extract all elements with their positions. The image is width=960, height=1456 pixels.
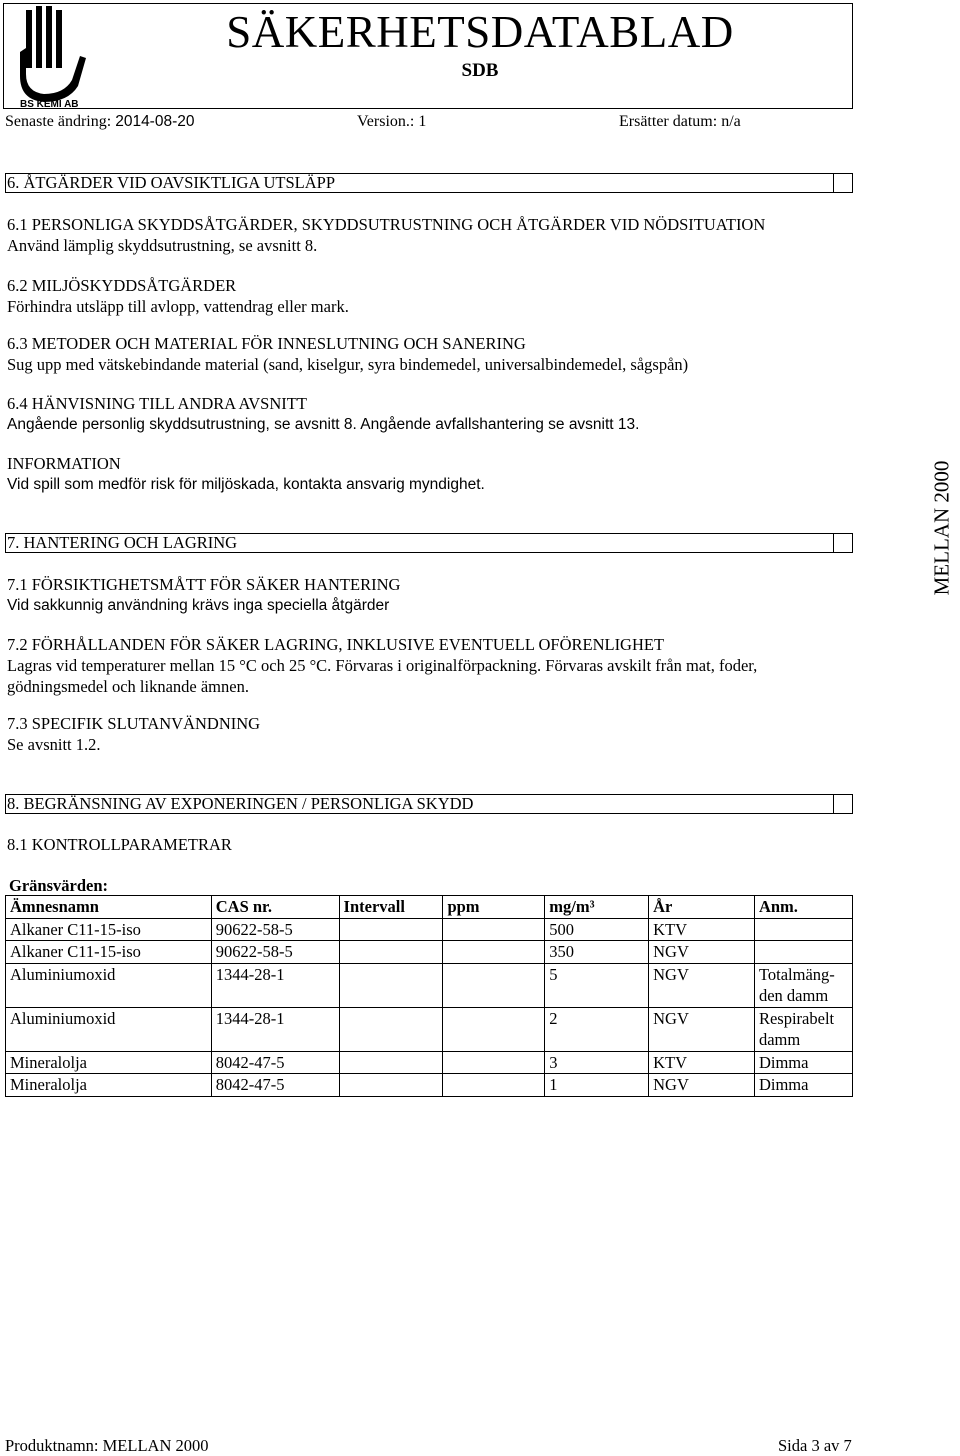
table-header: CAS nr. — [211, 896, 339, 919]
table-cell: Aluminiumoxid — [6, 1007, 212, 1051]
table-cell: Dimma — [754, 1051, 852, 1074]
table-cell — [443, 918, 545, 941]
section-6-3-text: Sug upp med vätskebindande material (sand, kiselgur, syra bindemedel, universalbindemedel, sågspån) — [7, 355, 689, 374]
table-row — [6, 1074, 853, 1097]
table-header: Intervall — [339, 896, 443, 919]
table-cell: KTV — [649, 1051, 755, 1074]
table-cell: Aluminiumoxid — [6, 963, 212, 1007]
section-6-1-title: 6.1 PERSONLIGA SKYDDSÅTGÄRDER, SKYDDSUTRUSTNING OCH ÅTGÄRDER VID NÖDSITUATION — [7, 215, 766, 234]
table-cell: NGV — [649, 963, 755, 1007]
table-cell: 500 — [545, 918, 649, 941]
document-title: SÄKERHETSDATABLAD — [226, 7, 734, 57]
table-cell: 8042-47-5 — [211, 1051, 339, 1074]
table-cell: 350 — [545, 941, 649, 964]
section-8-title: 8. BEGRÄNSNING AV EXPONERINGEN / PERSONLIGA SKYDD — [7, 794, 474, 813]
table-cell — [339, 918, 443, 941]
table-cell — [339, 1051, 443, 1074]
table-row — [6, 1051, 853, 1074]
last-change: Senaste ändring: 2014-08-20 — [5, 113, 195, 130]
table-cell: 8042-47-5 — [211, 1074, 339, 1097]
side-product-label: MELLAN 2000 — [929, 460, 954, 596]
section-6-2-text: Förhindra utsläpp till avlopp, vattendrag eller mark. — [7, 297, 349, 316]
table-header: ppm — [443, 896, 545, 919]
table-header-row — [6, 896, 853, 919]
table-row — [6, 1007, 853, 1051]
replaces-value: n/a — [721, 113, 741, 130]
section-7-1-text: Vid sakkunnig användning krävs inga speciella åtgärder — [7, 597, 390, 614]
table-cell: Respirabelt damm — [754, 1007, 852, 1051]
table-header: Ämnesnamn — [6, 896, 212, 919]
footer-product-name: Produktnamn: MELLAN 2000 — [5, 1436, 209, 1455]
section-7-3-title: 7.3 SPECIFIK SLUTANVÄNDNING — [7, 714, 261, 733]
table-cell: Alkaner C11-15-iso — [6, 918, 212, 941]
section-7-2-title: 7.2 FÖRHÅLLANDEN FÖR SÄKER LAGRING, INKLUSIVE EVENTUELL OFÖRENLIGHET — [7, 635, 665, 654]
table-header: År — [649, 896, 755, 919]
table-cell: NGV — [649, 1007, 755, 1051]
limits-label: Gränsvärden: — [9, 876, 108, 895]
table-cell — [339, 1007, 443, 1051]
table-cell — [443, 1051, 545, 1074]
section-8-1-title: 8.1 KONTROLLPARAMETRAR — [7, 835, 232, 854]
last-change-date: 2014-08-20 — [115, 113, 195, 130]
table-cell — [339, 1074, 443, 1097]
table-cell: Mineralolja — [6, 1051, 212, 1074]
table-cell: 90622-58-5 — [211, 918, 339, 941]
information-text: Vid spill som medför risk för miljöskada, kontakta ansvarig myndighet. — [7, 476, 485, 493]
table-row — [6, 963, 853, 1007]
table-cell: NGV — [649, 1074, 755, 1097]
document-subtitle: SDB — [461, 60, 499, 81]
table-header: mg/m³ — [545, 896, 649, 919]
information-title: INFORMATION — [7, 454, 121, 473]
section-6-4-title: 6.4 HÄNVISNING TILL ANDRA AVSNITT — [7, 394, 307, 413]
table-cell: KTV — [649, 918, 755, 941]
company-logo — [14, 4, 104, 108]
table-cell: NGV — [649, 941, 755, 964]
table-cell: 1344-28-1 — [211, 963, 339, 1007]
section-7-3-text: Se avsnitt 1.2. — [7, 735, 101, 754]
section-6-3-title: 6.3 METODER OCH MATERIAL FÖR INNESLUTNING OCH SANERING — [7, 334, 526, 353]
table-cell: Totalmäng-den damm — [754, 963, 852, 1007]
svg-text:BS KEMI AB: BS KEMI AB — [20, 99, 79, 108]
table-cell — [754, 941, 852, 964]
section-6-1-text: Använd lämplig skyddsutrustning, se avsnitt 8. — [7, 236, 318, 255]
table-cell: 2 — [545, 1007, 649, 1051]
hand-logo-icon — [14, 4, 104, 108]
table-cell: 5 — [545, 963, 649, 1007]
table-cell: Dimma — [754, 1074, 852, 1097]
table-cell — [754, 918, 852, 941]
footer-page-number: Sida 3 av 7 — [778, 1436, 852, 1455]
table-cell: 90622-58-5 — [211, 941, 339, 964]
version-value: 1 — [418, 113, 427, 130]
table-cell: Alkaner C11-15-iso — [6, 941, 212, 964]
table-cell — [443, 1074, 545, 1097]
table-cell: Mineralolja — [6, 1074, 212, 1097]
table-cell: 1344-28-1 — [211, 1007, 339, 1051]
table-cell: 1 — [545, 1074, 649, 1097]
section-6-title: 6. ÅTGÄRDER VID OAVSIKTLIGA UTSLÄPP — [7, 173, 336, 192]
section-6-2-title: 6.2 MILJÖSKYDDSÅTGÄRDER — [7, 276, 237, 295]
section-7-2-text-1: Lagras vid temperaturer mellan 15 °C och 25 °C. Förvaras i originalförpackning. Förvaras avskilt från mat, foder, — [7, 656, 758, 675]
table-cell — [339, 963, 443, 1007]
limit-values-table — [5, 895, 853, 1097]
table-cell: 3 — [545, 1051, 649, 1074]
table-cell — [443, 1007, 545, 1051]
table-header: Anm. — [754, 896, 852, 919]
section-6-4-text: Angående personlig skyddsutrustning, se avsnitt 8. Angående avfallshantering se avsnitt 13. — [7, 416, 640, 433]
table-cell — [443, 963, 545, 1007]
table-cell — [443, 941, 545, 964]
section-7-1-title: 7.1 FÖRSIKTIGHETSMÅTT FÖR SÄKER HANTERING — [7, 575, 401, 594]
section-7-2-text-2: gödningsmedel och liknande ämnen. — [7, 677, 249, 696]
table-cell — [339, 941, 443, 964]
version: Version.: 1 — [357, 113, 427, 130]
table-row — [6, 918, 853, 941]
table-row — [6, 941, 853, 964]
section-7-title: 7. HANTERING OCH LAGRING — [7, 533, 238, 552]
replaces-date: Ersätter datum: n/a — [619, 113, 741, 130]
